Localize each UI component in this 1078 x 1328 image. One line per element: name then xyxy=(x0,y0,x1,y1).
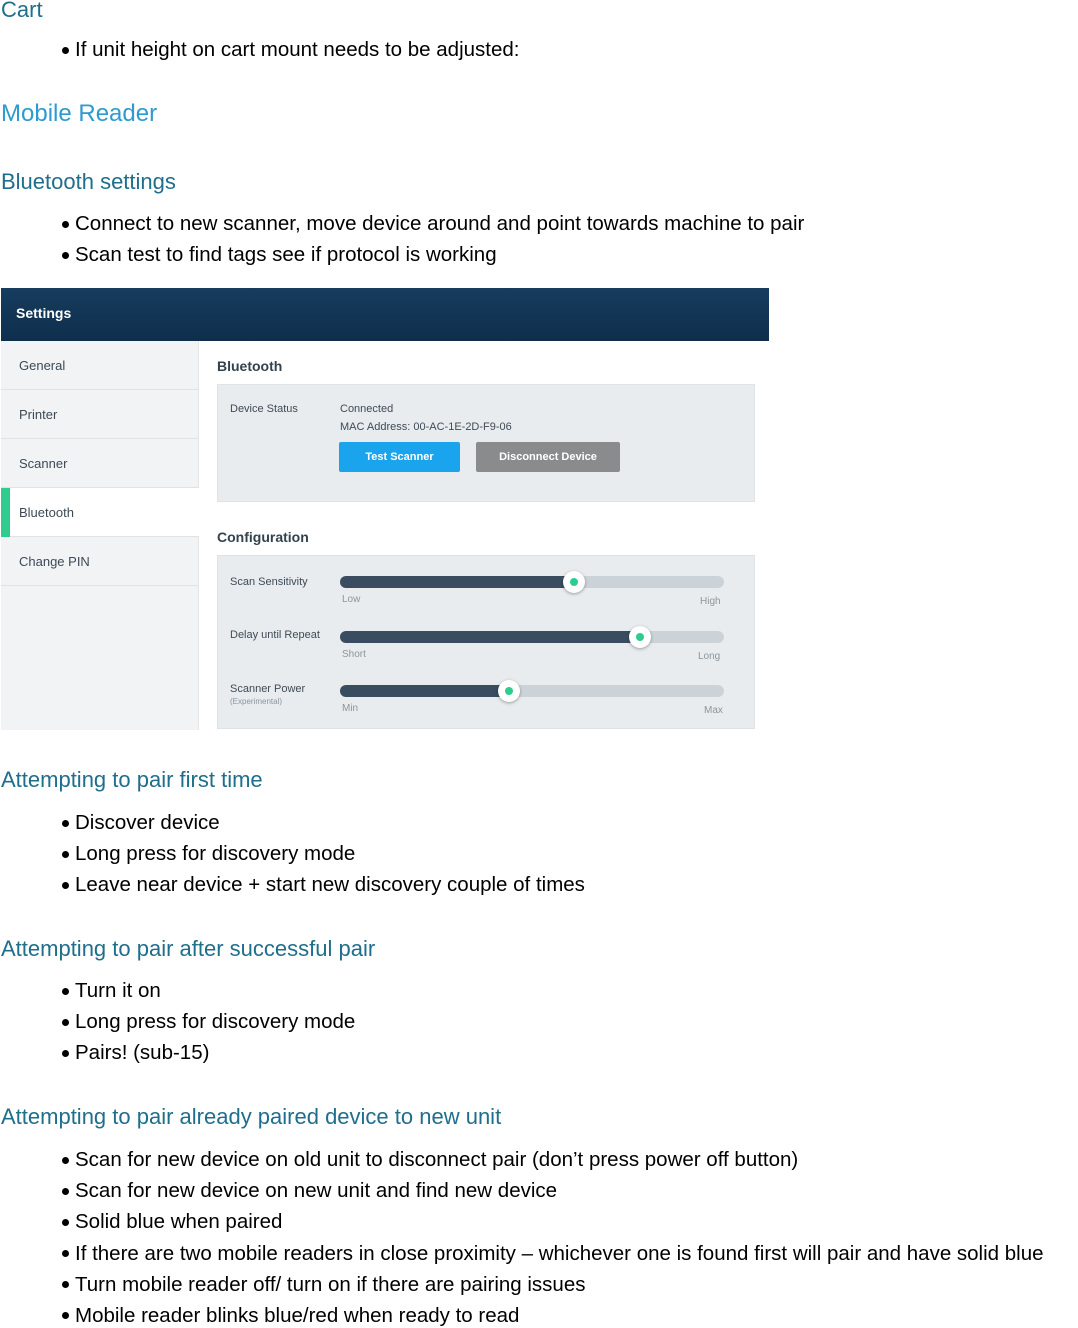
list-item: Long press for discovery mode xyxy=(0,838,585,869)
bullet-icon xyxy=(62,882,69,889)
pair-new-unit-bullet-list xyxy=(0,1144,1044,1328)
mac-address: MAC Address: 00-AC-1E-2D-F9-06 xyxy=(340,421,512,433)
bullet-icon xyxy=(62,47,69,54)
slider-handle[interactable] xyxy=(498,680,520,702)
cart-bullet-list xyxy=(0,34,519,65)
sidebar-item-general[interactable]: General xyxy=(1,341,199,390)
slider-label: Scan Sensitivity xyxy=(230,576,308,588)
list-item: Scan for new device on new unit and find new device xyxy=(0,1175,1044,1206)
bullet-icon xyxy=(62,820,69,827)
disconnect-device-button[interactable]: Disconnect Device xyxy=(476,442,620,472)
device-status-label: Device Status xyxy=(230,403,298,415)
bluetooth-section-title: Bluetooth xyxy=(217,358,283,374)
list-item: Discover device xyxy=(0,807,585,838)
list-item: Long press for discovery mode xyxy=(0,1006,355,1037)
scanner-power-slider[interactable] xyxy=(340,685,724,697)
delay-until-repeat-slider[interactable] xyxy=(340,631,724,643)
bullet-icon xyxy=(62,1312,69,1319)
bullet-icon xyxy=(62,851,69,858)
list-item: If there are two mobile readers in close proximity – whichever one is found first will pair and have solid blue xyxy=(0,1238,1044,1269)
slider-handle[interactable] xyxy=(563,571,585,593)
list-item: Mobile reader blinks blue/red when ready to read xyxy=(0,1300,1044,1328)
bullet-icon xyxy=(62,252,69,259)
list-item: Scan test to find tags see if protocol is working xyxy=(0,239,804,270)
sidebar-item-printer[interactable]: Printer xyxy=(1,390,199,439)
bluetooth-panel xyxy=(217,384,755,502)
slider-min-label: Short xyxy=(342,649,366,660)
slider-max-label: High xyxy=(700,596,721,607)
configuration-panel xyxy=(217,555,755,729)
list-item: Scan for new device on old unit to disconnect pair (don’t press power off button) xyxy=(0,1144,1044,1175)
settings-sidebar xyxy=(1,341,199,730)
slider-sublabel: (Experimental) xyxy=(230,697,283,706)
slider-fill xyxy=(340,685,509,697)
settings-title: Settings xyxy=(16,305,72,321)
pair-after-bullet-list xyxy=(0,975,355,1069)
slider-max-label: Max xyxy=(704,705,723,716)
slider-handle[interactable] xyxy=(629,626,651,648)
list-item: Turn mobile reader off/ turn on if there are pairing issues xyxy=(0,1269,1044,1300)
slider-max-label: Long xyxy=(698,651,721,662)
sidebar-item-change-pin[interactable]: Change PIN xyxy=(1,537,199,586)
bullet-icon xyxy=(62,1019,69,1026)
bluetooth-settings-bullet-list xyxy=(0,208,804,270)
bullet-icon xyxy=(62,988,69,995)
list-item: Connect to new scanner, move device around and point towards machine to pair xyxy=(0,208,804,239)
section-title-cart: Cart xyxy=(1,0,43,22)
bullet-icon xyxy=(62,1250,69,1257)
section-title-mobile-reader: Mobile Reader xyxy=(1,100,158,127)
section-title-pair-new-unit: Attempting to pair already paired device to new unit xyxy=(1,1104,502,1129)
list-item: If unit height on cart mount needs to be adjusted: xyxy=(0,34,519,65)
bullet-icon xyxy=(62,1188,69,1195)
slider-fill xyxy=(340,631,640,643)
settings-header xyxy=(1,288,769,341)
list-item: Solid blue when paired xyxy=(0,1206,1044,1237)
configuration-section-title: Configuration xyxy=(217,529,309,545)
bullet-icon xyxy=(62,1219,69,1226)
bullet-icon xyxy=(62,1050,69,1057)
slider-fill xyxy=(340,576,574,588)
bullet-icon xyxy=(62,221,69,228)
list-item: Pairs! (sub-15) xyxy=(0,1037,355,1068)
scan-sensitivity-slider[interactable] xyxy=(340,576,724,588)
device-status-value: Connected xyxy=(340,403,394,415)
active-indicator xyxy=(1,488,10,537)
slider-label: Delay until Repeat xyxy=(230,629,320,641)
list-item: Leave near device + start new discovery couple of times xyxy=(0,869,585,900)
section-title-bluetooth-settings: Bluetooth settings xyxy=(1,169,176,194)
slider-min-label: Low xyxy=(342,594,361,605)
sidebar-item-scanner[interactable]: Scanner xyxy=(1,439,199,488)
test-scanner-button[interactable]: Test Scanner xyxy=(339,442,460,472)
sidebar-item-bluetooth[interactable]: Bluetooth xyxy=(1,488,199,537)
bullet-icon xyxy=(62,1281,69,1288)
bullet-icon xyxy=(62,1157,69,1164)
section-title-pair-first: Attempting to pair first time xyxy=(1,767,263,792)
slider-label: Scanner Power xyxy=(230,683,306,695)
slider-min-label: Min xyxy=(342,703,359,714)
settings-screenshot xyxy=(1,288,769,730)
pair-first-bullet-list xyxy=(0,807,585,901)
list-item: Turn it on xyxy=(0,975,355,1006)
section-title-pair-after: Attempting to pair after successful pair xyxy=(1,936,376,961)
